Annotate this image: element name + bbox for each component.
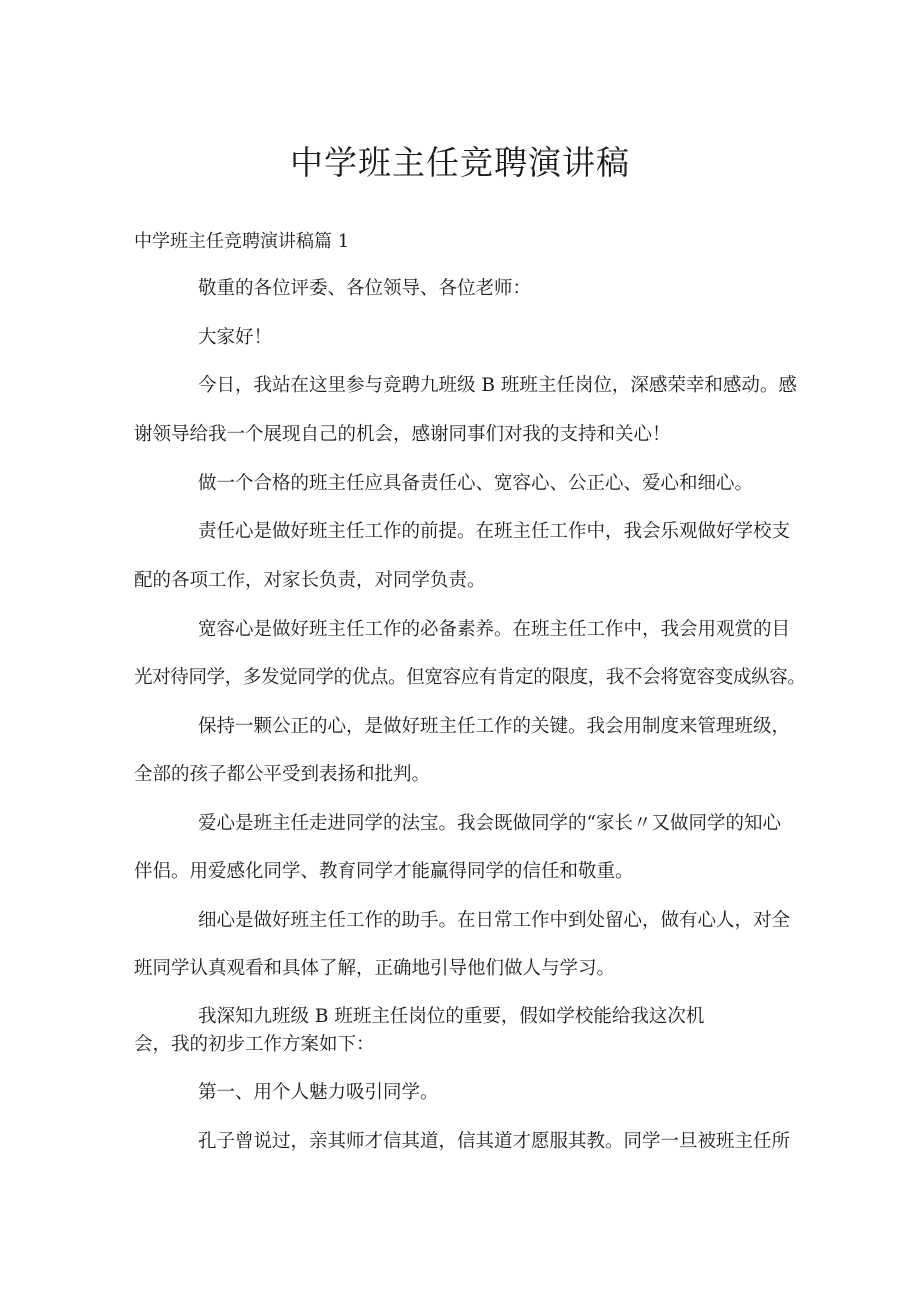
paragraph-line: 保持一颗公正的心，是做好班主任工作的关键。我会用制度来管理班级， <box>198 716 791 737</box>
document-title: 中学班主任竞聘演讲稿 <box>290 143 630 182</box>
paragraph-line: 谢领导给我一个展现自己的机会，感谢同事们对我的支持和关心！ <box>134 424 671 445</box>
paragraph-line: 配的各项工作，对家长负责，对同学负责。 <box>134 570 486 591</box>
paragraph-line: 爱心是班主任走进同学的法宝。我会既做同学的“家长〃又做同学的知心 <box>198 813 781 834</box>
paragraph-line: 孔子曾说过，亲其师才信其道，信其道才愿服其教。同学一旦被班主任所 <box>198 1131 791 1152</box>
paragraph-line: 班同学认真观看和具体了解，正确地引导他们做人与学习。 <box>134 958 616 979</box>
paragraph-line: 光对待同学，多发觉同学的优点。但宽容应有肯定的限度，我不会将宽容变成纵容。 <box>134 667 806 688</box>
paragraph-line: 今日，我站在这里参与竞聘九班级 B 班班主任岗位，深感荣幸和感动。感 <box>198 375 797 396</box>
paragraph-line: 细心是做好班主任工作的助手。在日常工作中到处留心，做有心人，对全 <box>198 910 791 931</box>
paragraph-line: 会，我的初步工作方案如下： <box>134 1034 375 1055</box>
paragraph-line: 我深知九班级 B 班班主任岗位的重要，假如学校能给我这次机 <box>198 1006 705 1027</box>
paragraph-line: 第一、用个人魅力吸引同学。 <box>198 1082 439 1103</box>
paragraph-line: 做一个合格的班主任应具备责任心、宽容心、公正心、爱心和细心。 <box>198 473 754 494</box>
paragraph-line: 宽容心是做好班主任工作的必备素养。在班主任工作中，我会用观赏的目 <box>198 619 791 640</box>
greeting: 大家好！ <box>198 327 273 348</box>
salutation: 敬重的各位评委、各位领导、各位老师： <box>198 278 532 299</box>
paragraph-line: 伴侣。用爱感化同学、教育同学才能赢得同学的信任和敬重。 <box>134 861 634 882</box>
section-heading: 中学班主任竞聘演讲稿篇 1 <box>134 231 350 252</box>
paragraph-line: 责任心是做好班主任工作的前提。在班主任工作中，我会乐观做好学校支 <box>198 521 791 542</box>
paragraph-line: 全部的孩子都公平受到表扬和批判。 <box>134 764 431 785</box>
